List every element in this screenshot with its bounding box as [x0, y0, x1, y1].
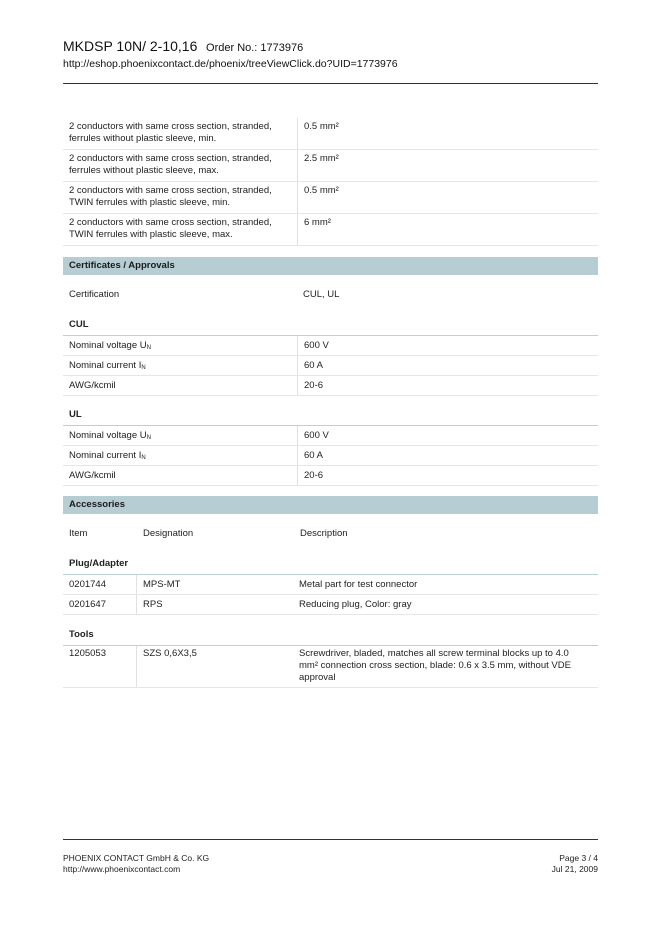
certification-label: Certification	[69, 289, 120, 300]
table-row	[63, 336, 598, 356]
column-header-item: Item	[69, 528, 88, 539]
rating-label: Nominal current $I_N$	[63, 356, 298, 376]
spec-value: 0.5 mm²	[298, 118, 599, 150]
rating-value: 20-6	[298, 376, 599, 396]
spec-label: 2 conductors with same cross section, stranded, ferrules without plastic sleeve, min.	[63, 118, 298, 150]
item-number[interactable]: 0201744	[63, 575, 137, 595]
table-row	[63, 575, 598, 595]
company-website[interactable]: http://www.phoenixcontact.com	[63, 864, 181, 874]
spec-label: 2 conductors with same cross section, stranded, TWIN ferrules with plastic sleeve, min.	[63, 182, 298, 214]
certificates-section-title: Certificates / Approvals	[63, 257, 598, 275]
column-header-description: Description	[300, 528, 348, 539]
table-row	[63, 376, 598, 396]
item-description: Metal part for test connector	[293, 575, 598, 595]
table-row	[63, 646, 598, 688]
spec-value: 0.5 mm²	[298, 182, 599, 214]
accessory-group-title: Plug/Adapter	[63, 554, 598, 575]
rating-value: 600 V	[298, 426, 599, 446]
spec-value: 6 mm²	[298, 214, 599, 246]
table-row	[63, 118, 598, 150]
cert-group-title: UL	[63, 405, 598, 426]
page-number: Page 3 / 4	[559, 853, 598, 863]
rating-label: AWG/kcmil	[63, 376, 298, 396]
cul-table	[63, 336, 598, 396]
item-designation: MPS-MT	[137, 575, 294, 595]
certification-value: CUL, UL	[303, 289, 340, 300]
footer-divider	[63, 839, 598, 840]
item-designation: SZS 0,6X3,5	[137, 646, 294, 688]
accessories-column-headers	[63, 524, 598, 544]
table-row	[63, 426, 598, 446]
table-row	[63, 214, 598, 246]
header-divider	[63, 83, 598, 84]
table-row	[63, 356, 598, 376]
rating-value: 600 V	[298, 336, 599, 356]
rating-value: 20-6	[298, 466, 599, 486]
tools-table	[63, 646, 598, 688]
accessories-section-title: Accessories	[63, 496, 598, 514]
item-number[interactable]: 1205053	[63, 646, 137, 688]
table-row	[63, 466, 598, 486]
ul-table	[63, 426, 598, 486]
order-number: Order No.: 1773976	[206, 42, 304, 54]
conductor-spec-table	[63, 118, 598, 246]
accessory-group-title: Tools	[63, 625, 598, 646]
company-name: PHOENIX CONTACT GmbH & Co. KG	[63, 853, 210, 863]
item-designation: RPS	[137, 595, 294, 615]
cert-group-title: CUL	[63, 315, 598, 336]
column-header-designation: Designation	[143, 528, 194, 539]
item-description: Screwdriver, bladed, matches all screw terminal blocks up to 4.0 mm² connection cross section, blade: 0.6 x 3.5 mm, without VDE approval	[293, 646, 598, 688]
page-content	[63, 118, 598, 688]
product-url[interactable]: http://eshop.phoenixcontact.de/phoenix/treeViewClick.do?UID=1773976	[63, 58, 398, 70]
plug-adapter-table	[63, 575, 598, 615]
product-title: MKDSP 10N/ 2-10,16	[63, 38, 198, 54]
rating-value: 60 A	[298, 446, 599, 466]
rating-value: 60 A	[298, 356, 599, 376]
item-description: Reducing plug, Color: gray	[293, 595, 598, 615]
rating-label: Nominal voltage $U_N$	[63, 336, 298, 356]
certification-row	[63, 285, 598, 305]
table-row	[63, 150, 598, 182]
spec-value: 2.5 mm²	[298, 150, 599, 182]
spec-label: 2 conductors with same cross section, stranded, TWIN ferrules with plastic sleeve, max.	[63, 214, 298, 246]
item-number[interactable]: 0201647	[63, 595, 137, 615]
table-row	[63, 595, 598, 615]
rating-label: Nominal voltage $U_N$	[63, 426, 298, 446]
document-date: Jul 21, 2009	[551, 864, 598, 874]
rating-label: AWG/kcmil	[63, 466, 298, 486]
table-row	[63, 446, 598, 466]
rating-label: Nominal current $I_N$	[63, 446, 298, 466]
page-header	[63, 38, 598, 70]
table-row	[63, 182, 598, 214]
spec-label: 2 conductors with same cross section, stranded, ferrules without plastic sleeve, max.	[63, 150, 298, 182]
